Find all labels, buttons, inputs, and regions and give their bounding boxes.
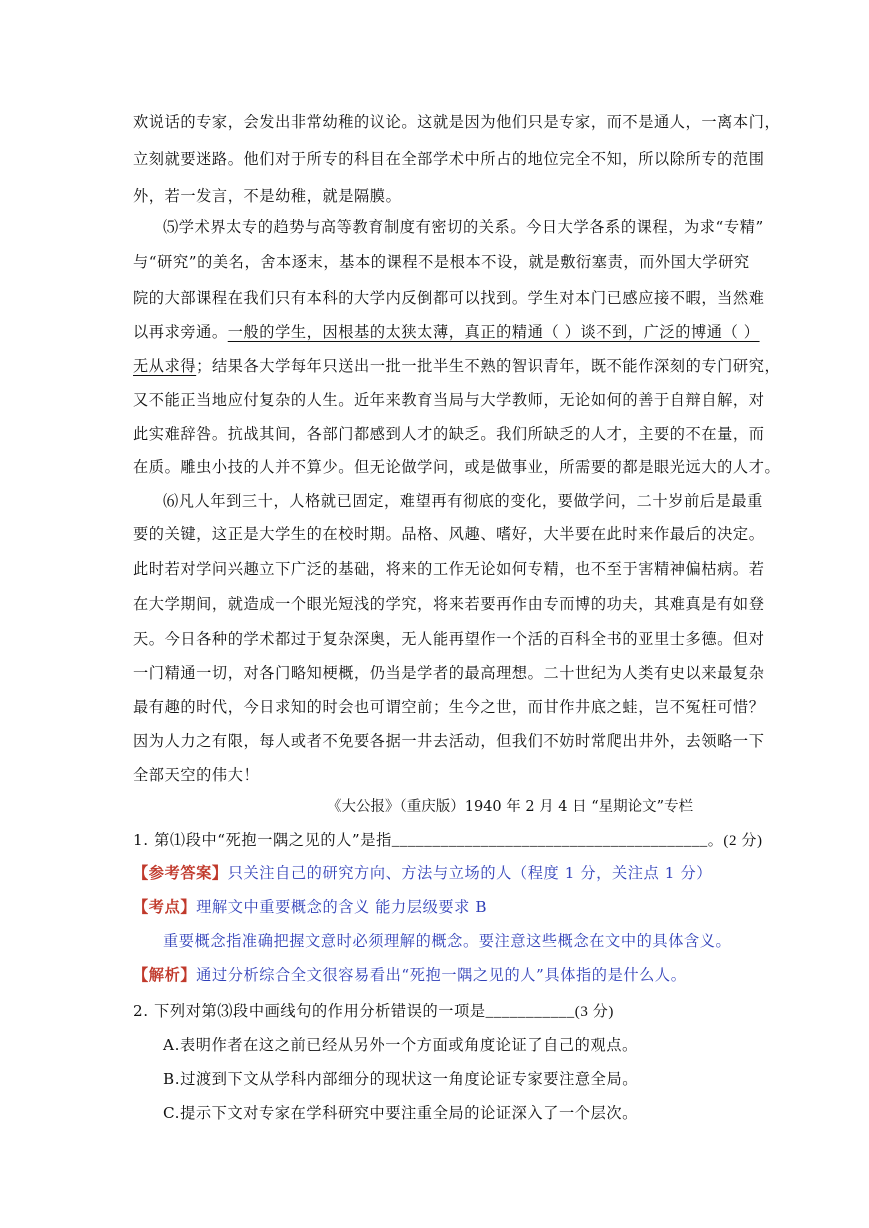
answer-tag: 【参考答案】 [133,864,228,882]
text-plain: 以再求旁通。 [133,323,228,341]
text-line: 与“研究”的美名，舍本逐末，基本的课程不是根本不设，就是敷衍塞责，而外国大学研究 [133,253,750,271]
reference-answer [133,863,712,883]
text-line: 立刻就要迷路。他们对于所专的科目在全部学术中所占的地位完全不知，所以除所专的范围 [133,150,765,168]
answer-blank: ___________ [485,1004,575,1020]
text-line: 院的大部课程在我们只有本科的大学内反倒都可以找到。学生对本门已感应接不暇，当然难 [133,289,765,307]
exam-point [133,897,487,917]
text-line: 在质。雕虫小技的人并不算少。但无论做学问，或是做事业，所需要的都是眼光远大的人才。 [133,458,781,476]
question-stem [133,1001,614,1022]
question-points: 。(2 分) [707,833,763,849]
text-line [133,322,760,342]
analysis [133,965,687,985]
text-line: 天。今日各种的学术都过于复杂深奥，无人能再望作一个活的百科全书的亚里士多德。但对 [133,630,765,648]
text-line: 欢说话的专家，会发出非常幼稚的议论。这就是因为他们只是专家，而不是通人，一离本门， [133,113,781,131]
text-line: ⑹凡人年到三十，人格就已固定，难望再有彻底的变化，要做学问，二十岁前后是最重 [163,492,763,510]
question-text: 2. 下列对第⑶段中画线句的作用分析错误的一项是 [133,1002,486,1020]
text-line: 一门精通一切，对各门略知梗概，仍当是学者的最高理想。二十世纪为人类有史以来最复杂 [133,664,765,682]
text-line: 此实难辞咎。抗战其间，各部门都感到人才的缺乏。我们所缺乏的人才，主要的不在量，而 [133,425,765,443]
text-line: 又不能正当地应付复杂的人生。近年来教育当局与大学教师，无论如何的善于自辩自解，对 [133,391,765,409]
option-b: B.过渡到下文从学科内部细分的现状这一角度论证专家要注意全局。 [163,1070,639,1088]
kaodian-tag: 【考点】 [133,898,197,916]
question-text: 1. 第⑴段中“死抱一隅之见的人”是指 [133,831,392,849]
option-c: C.提示下文对专家在学科研究中要注重全局的论证深入了一个层次。 [163,1104,638,1122]
text-line: 要的关键，这正是大学生的在校时期。品格、风趣、嗜好，大半要在此时来作最后的决定。 [133,525,765,543]
text-line: 在大学期间，就造成一个眼光短浅的学究，将来若要再作由专而博的功夫，其难真是有如登 [133,595,765,613]
option-a: A.表明作者在这之前已经从另外一个方面或角度论证了自己的观点。 [163,1036,638,1054]
text-line: 最有趣的时代，今日求知的时会也可谓空前；生今之世，而甘作井底之蛙，岂不冤枉可惜？ [133,698,765,716]
question-points: (3 分) [574,1004,615,1020]
text-line: ⑸学术界太专的趋势与高等教育制度有密切的关系。今日大学各系的课程，为求“专精” [163,218,764,236]
text-line: 因为人力之有限，每人或者不免要各据一井去活动，但我们不妨时常爬出井外，去领略一下 [133,732,765,750]
text-line: 此时若对学问兴趣立下广泛的基础，将来的工作无论如何专精，也不至于害精神偏枯病。若 [133,560,765,578]
question-stem [133,830,763,851]
jiexi-text: 通过分析综合全文很容易看出“死抱一隅之见的人”具体指的是什么人。 [196,966,687,984]
text-plain: ；结果各大学每年只送出一批一批半生不熟的智识青年，既不能作深刻的专门研究， [196,357,781,375]
text-line: 全部天空的伟大！ [133,766,260,784]
concept-note: 重要概念指准确把握文意时必须理解的概念。要注意这些概念在文中的具体含义。 [163,932,732,950]
answer-text: 只关注自己的研究方向、方法与立场的人（程度 1 分，关注点 1 分） [227,864,713,882]
underlined-sentence: 一般的学生，因根基的太狭太薄，真正的精通（ ）谈不到，广泛的博通（ ） [227,323,760,341]
underlined-sentence: 无从求得 [133,357,197,375]
answer-blank: _______________________________________ [391,833,708,849]
text-line: 外，若一发言，不是幼稚，就是隔膜。 [133,187,402,205]
kaodian-text: 理解文中重要概念的含义 能力层级要求 B [196,898,488,916]
text-line [133,356,780,376]
source-citation: 《大公报》（重庆版）1940 年 2 月 4 日 “星期论文”专栏 [327,799,694,815]
jiexi-tag: 【解析】 [133,966,197,984]
